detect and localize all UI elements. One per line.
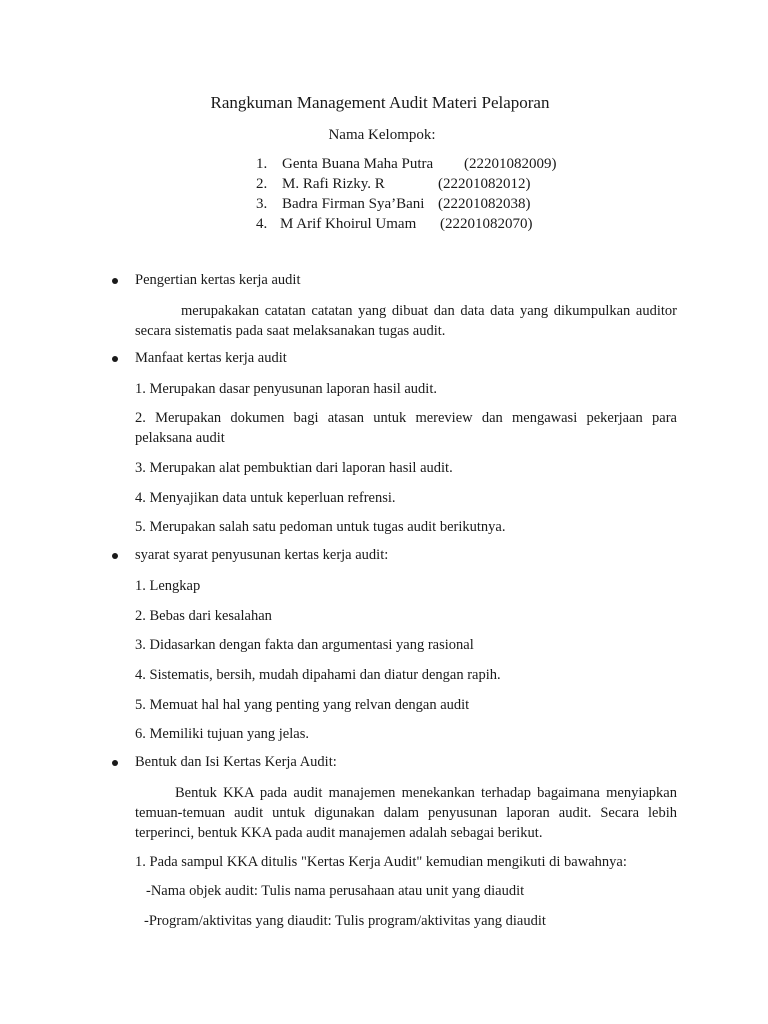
list-item: 5. Memuat hal hal yang penting yang relvan dengan audit — [135, 697, 470, 713]
member-item — [256, 214, 557, 234]
member-name: Genta Buana Maha Putra — [282, 156, 434, 172]
list-item: 1. Merupakan dasar penyusunan laporan hasil audit. — [135, 381, 437, 397]
list-subitem: -Program/aktivitas yang diaudit: Tulis program/aktivitas yang diaudit — [144, 913, 546, 929]
member-number: 3. — [256, 196, 268, 212]
member-number: 2. — [256, 176, 268, 192]
member-item — [256, 154, 557, 174]
bullet-icon — [112, 553, 118, 559]
definition-paragraph: merupakakan catatan catatan yang dibuat dan data data yang dikumpulkan auditor secara sistematis pada saat melaksanakan tugas audit. — [135, 303, 677, 339]
member-name: M Arif Khoirul Umam — [280, 216, 417, 232]
list-item: 1. Lengkap — [135, 578, 201, 594]
list-item: 3. Didasarkan dengan fakta dan argumentasi yang rasional — [135, 637, 474, 653]
section-heading-text: Pengertian kertas kerja audit — [135, 272, 301, 288]
member-nim: (22201082012) — [438, 176, 531, 192]
list-item: 3. Merupakan alat pembuktian dari laporan hasil audit. — [135, 460, 453, 476]
section-heading-text: Bentuk dan Isi Kertas Kerja Audit: — [135, 754, 337, 770]
member-nim: (22201082038) — [438, 196, 531, 212]
bullet-icon — [112, 760, 118, 766]
member-nim: (22201082070) — [440, 216, 533, 232]
member-name: M. Rafi Rizky. R — [282, 176, 385, 192]
bullet-icon — [112, 278, 118, 284]
list-item: 1. Pada sampul KKA ditulis "Kertas Kerja Audit" kemudian mengikuti di bawahnya: — [135, 854, 627, 870]
member-item — [256, 174, 557, 194]
list-item: 6. Memiliki tujuan yang jelas. — [135, 726, 309, 742]
member-number: 4. — [256, 216, 268, 232]
document-title: Rangkuman Management Audit Materi Pelaporan — [210, 93, 550, 112]
list-item: 4. Sistematis, bersih, mudah dipahami dan diatur dengan rapih. — [135, 667, 501, 683]
member-nim: (22201082009) — [464, 156, 557, 172]
member-name: Badra Firman Sya’Bani — [282, 196, 425, 212]
section-heading-text: Manfaat kertas kerja audit — [135, 350, 287, 366]
bullet-icon — [112, 356, 118, 362]
list-item: 2. Bebas dari kesalahan — [135, 608, 272, 624]
group-label: Nama Kelompok: — [328, 127, 436, 143]
member-list — [256, 154, 557, 234]
list-subitem: -Nama objek audit: Tulis nama perusahaan atau unit yang diaudit — [146, 883, 525, 899]
list-item: 2. Merupakan dokumen bagi atasan untuk mereview dan mengawasi pekerjaan para pelaksana audit — [135, 410, 677, 446]
form-paragraph: Bentuk KKA pada audit manajemen menekankan terhadap bagaimana menyiapkan temuan-temuan audit untuk digunakan dalam penyusunan laporan audit. Secara lebih terperinci, bentuk KKA pada audit manajemen adalah sebagai berikut. — [135, 785, 677, 841]
section-heading-text: syarat syarat penyusunan kertas kerja audit: — [135, 547, 389, 563]
member-number: 1. — [256, 156, 268, 172]
member-item — [256, 194, 557, 214]
list-item: 4. Menyajikan data untuk keperluan refrensi. — [135, 490, 396, 506]
list-item: 5. Merupakan salah satu pedoman untuk tugas audit berikutnya. — [135, 519, 506, 535]
